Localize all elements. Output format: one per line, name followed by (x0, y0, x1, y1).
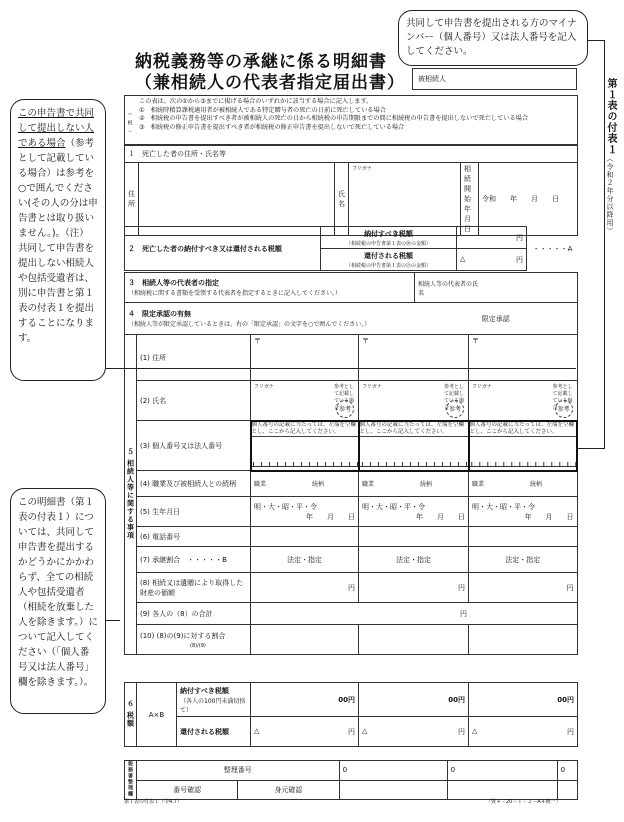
intro-item3: ③ 相続税の修正申告書を提出すべき者が相続税の修正申告書を提出しないで死亡している場合 (139, 123, 405, 131)
ratio-label: (10) (8)の(9)に対する割合 (140, 631, 226, 640)
ref-circle[interactable]: 参考 (446, 400, 464, 418)
row-phone-label: (6) 電話番号 (137, 527, 251, 547)
sec2-refund-sub: （相続税の申告書第１表の㉑の金額） (345, 262, 431, 269)
sec1-date-field[interactable]: 令和 年 月 日 (479, 163, 578, 236)
office-side-label: 税務署整理欄 (127, 761, 133, 797)
sec2-pay-yen: 円 (516, 233, 523, 242)
intro-margin-note: （ 税 ） (126, 110, 133, 135)
heir1-address[interactable] (251, 335, 359, 381)
heir2-refund[interactable] (359, 717, 469, 747)
row-ratio-label (137, 625, 251, 655)
sec6-side (125, 683, 137, 747)
heir1-check[interactable] (339, 780, 447, 800)
heir1-ratio[interactable] (251, 625, 359, 655)
heir3-seq[interactable]: 0 (557, 761, 577, 781)
job-label: 職業 (254, 481, 267, 489)
sec2-pay-sub: （相続税の申告書第１表の⑳の金額） (345, 240, 431, 247)
era-options: 明・大・昭・平・令 (254, 502, 317, 511)
triangle: △ (254, 726, 260, 735)
mynum-ticks (252, 459, 358, 467)
furigana-label: フリガナ (472, 384, 492, 390)
heir3-property[interactable]: 円 (469, 573, 578, 603)
intro-item1: ① 相続時精算課税適用者が被相続人である特定贈与者の死亡の日前に死亡している場合 (139, 106, 386, 114)
section-6 (124, 682, 578, 747)
ymd: 年 月 日 (306, 512, 355, 521)
sections-3-4 (124, 272, 578, 335)
job-label: 職業 (472, 481, 485, 489)
era-options: 明・大・昭・平・令 (362, 502, 425, 511)
ref-small: 参考として記載している場合 (444, 384, 465, 411)
sec6-side-label: ６ 税額 (126, 699, 135, 728)
callout-left-top-underlined: この申告書で共同して提出しない人である場合 (18, 108, 95, 149)
heir3-job[interactable] (469, 471, 578, 497)
side-label (602, 78, 618, 235)
footer-right: （資４－20－１－２－A４統一） (486, 799, 561, 805)
row-job-label: (4) 職業及び被相続人との続柄 (137, 471, 251, 497)
connector-line (588, 40, 604, 41)
heir3-refund[interactable] (469, 717, 578, 747)
sec2-pay-label: 納付すべき税額 (364, 229, 413, 238)
sec1-title: １ 死亡した者の住所・氏名等 (125, 146, 578, 163)
relation-label: 続柄 (530, 481, 543, 489)
heir2-ratio[interactable] (359, 625, 469, 655)
office-seq-label: 整理番号 (137, 761, 340, 781)
yen: 円 (348, 727, 355, 736)
title-line1: 納税義務等の承継に係る明細書 (135, 52, 387, 72)
yen: 円 (458, 727, 465, 736)
title-line2: （兼相続人の代表者指定届出書） (135, 73, 405, 93)
heir3-birth[interactable] (469, 497, 578, 527)
callout-top-right-text: 共同して申告書を提出される方のマイナンバー（個人番号）又は法人番号を記入してください。 (406, 18, 577, 57)
heir1-property[interactable]: 円 (251, 573, 359, 603)
heir2-phone[interactable] (359, 527, 469, 547)
sec2-pay-cell (321, 227, 457, 249)
furigana-label: フリガナ (254, 384, 274, 390)
sec4-sub: （相続人等が限定承認しているときは、右の「限定承認」の文字を○で囲んでください。） (128, 321, 371, 328)
post-mark: 〒 (472, 337, 479, 345)
side-label-sub: （令和２年分以降用） (606, 155, 614, 235)
callout-left-top (10, 99, 106, 381)
ymd: 年 月 日 (416, 512, 465, 521)
heir3-phone[interactable] (469, 527, 578, 547)
sec6-pay-sub: （各人の100円未満切捨て） (180, 697, 246, 714)
heir1-birth[interactable] (251, 497, 359, 527)
furigana-label: フリガナ (362, 384, 382, 390)
sec2-refund-field[interactable] (457, 249, 527, 271)
heir-box[interactable] (412, 68, 577, 90)
heir2-mynumber[interactable] (359, 421, 469, 471)
ref-circle[interactable]: 参考 (336, 400, 354, 418)
sec2-triangle: △ (460, 254, 466, 263)
mynum-note: 個人番号の記載に当たっては、左端を空欄とし、ここから記入してください。 (251, 421, 357, 435)
heir2-address[interactable] (359, 335, 469, 381)
sec4-cell (125, 303, 415, 335)
sec1-date-label: 相続開始年月日 (461, 163, 479, 236)
section-2 (124, 226, 578, 271)
heir3-name[interactable] (469, 381, 578, 421)
heir2-check[interactable] (447, 780, 557, 800)
ref-circle[interactable]: 参考 (555, 400, 573, 418)
heir1-mynumber[interactable] (251, 421, 359, 471)
connector-line (578, 448, 605, 449)
heir1-name[interactable] (251, 381, 359, 421)
row-address-label: (1) 住所 (137, 335, 251, 381)
heir2-pay[interactable]: 00円 (359, 683, 469, 717)
ymd: 年 月 日 (524, 512, 574, 521)
post-mark: 〒 (254, 337, 261, 345)
intro-item2: ② 相続税の申告書を提出すべき者が被相続人の死亡の日から相続税の申告期限までの間に相続税の申告書を提出しないで死亡している場合 (139, 115, 529, 122)
intro-lead: この表は、次の①から③までに掲げる場合のいずれかに該当する場合に記入します。 (139, 98, 373, 105)
heir3-share[interactable]: 法定・指定 (469, 547, 578, 573)
heir3-mynumber[interactable] (469, 421, 578, 471)
heir3-check[interactable] (557, 780, 577, 800)
sec5-side-label: ５ 相続人等に関する事項 (126, 447, 135, 540)
office-id-check: 身元確認 (238, 780, 339, 800)
sec5-side (125, 335, 137, 655)
office-side (125, 761, 137, 800)
ratio-fraction: (8)/(9) (190, 642, 206, 649)
heir3-address[interactable] (469, 335, 578, 381)
callout-top-right (398, 10, 588, 66)
mynum-ticks (470, 459, 577, 467)
sec1-address-field[interactable] (139, 163, 335, 236)
heir3-pay[interactable]: 00円 (469, 683, 578, 717)
mynum-ticks (360, 459, 468, 467)
heir1-seq[interactable]: 0 (339, 761, 447, 781)
mynum-note: 個人番号の記載に当たっては、左端を空欄とし、ここから記入してください。 (360, 422, 468, 437)
triangle: △ (362, 726, 368, 735)
row-mynumber-label: (3) 個人番号又は法人番号 (137, 421, 251, 471)
office-num-check: 番号確認 (137, 780, 238, 800)
heir2-share[interactable]: 法定・指定 (359, 547, 469, 573)
sec6-refund-text: 還付される税額 (180, 727, 229, 736)
ref-small: 参考として記載している場合 (552, 384, 573, 411)
sec3-sub: （相続税に関する書類を受領する代表者を指定するときに記入してください。） (128, 290, 342, 297)
sec1-name-field[interactable] (349, 163, 461, 236)
callout-left-bottom-text: この明細書（第１表の付表１）については、共同して申告書を提出するかどうかにかかわらず、全ての相続人や包括受遺者（相続を放棄した人を除きます。）について記入してください（「個人番号又は法人番号」欄を除きます。）。 (18, 497, 98, 688)
heir2-seq[interactable]: 0 (447, 761, 557, 781)
heir1-share[interactable]: 法定・指定 (251, 547, 359, 573)
row-name-label: (2) 氏名 (137, 381, 251, 421)
row-property-label: (8) 相続又は遺贈により取得した財産の価額 (137, 573, 251, 603)
sec6-axb: A×B (137, 683, 177, 747)
sec2-pay-field[interactable] (457, 227, 527, 249)
section-5 (124, 334, 578, 655)
total-yen: 円 (460, 609, 467, 618)
row-birth-label: (5) 生年月日 (137, 497, 251, 527)
heir1-pay[interactable]: 00円 (251, 683, 359, 717)
relation-label: 続柄 (312, 481, 325, 489)
row-total-label: (9) 各人の（8）の合計 (137, 603, 251, 625)
sec2-refund-yen: 円 (516, 255, 523, 264)
sec3-rep-label: 相続人等の代表者の氏名 (418, 280, 479, 297)
sec3-rep-field[interactable] (415, 273, 578, 303)
form-title (135, 52, 405, 94)
office-use (124, 760, 578, 800)
sec6-pay-cell (177, 683, 251, 717)
heir2-birth[interactable] (359, 497, 469, 527)
sec3-title: ３ 相続人等の代表者の指定 (128, 279, 219, 287)
sec6-pay-label: 納付すべき税額 (180, 686, 229, 695)
sec2-refund-label: 還付される税額 (364, 251, 413, 260)
heir3-ratio[interactable] (469, 625, 578, 655)
heir-label: 被相続人 (418, 75, 446, 83)
connector-line (106, 620, 120, 621)
sec1-furigana: フリガナ (352, 166, 372, 172)
heir1-job[interactable] (251, 471, 359, 497)
sec4-title: ４ 限定承認の有無 (128, 310, 191, 318)
sec6-refund-label (177, 717, 251, 747)
job-label: 職業 (362, 481, 375, 489)
ref-small: 参考として記載している場合 (334, 384, 355, 411)
sec3-cell (125, 273, 415, 303)
callout-left-top-text: （参考として記載している場合）は参考を○で囲んでください(その人の分は申告書とは取り扱いません。)。（注）共同して申告書を提出しない相続人や包括受遺者は、別に申告書と第１表の付表１を提出することになります。 (18, 138, 98, 344)
triangle: △ (472, 726, 478, 735)
intro (124, 95, 578, 145)
row-share-label: (7) 承継割合 ・・・・・B (137, 547, 251, 573)
footer-left: 第１表の付表１（令4.7） (124, 799, 182, 805)
sections-1-4 (124, 145, 578, 236)
heir2-job[interactable] (359, 471, 469, 497)
heir1-phone[interactable] (251, 527, 359, 547)
sec2-title: ２ 死亡した者の納付すべき又は還付される税額 (125, 227, 321, 271)
total-field[interactable] (251, 603, 578, 625)
sec1-address-label: 住所 (125, 163, 139, 236)
sec2-refund-cell (321, 249, 457, 271)
relation-label: 続柄 (420, 481, 433, 489)
sec1-name-label: 氏名 (335, 163, 349, 236)
side-label-main: 第１表の付表１ (605, 78, 616, 155)
callout-left-bottom (10, 488, 106, 714)
yen: 円 (567, 727, 574, 736)
heir2-property[interactable]: 円 (359, 573, 469, 603)
post-mark: 〒 (362, 337, 369, 345)
heir1-refund[interactable] (251, 717, 359, 747)
sec4-limited-approval[interactable]: 限定承認 (415, 303, 578, 335)
heir2-name[interactable] (359, 381, 469, 421)
mynum-note: 個人番号の記載に当たっては、左端を空欄とし、ここから記入してください。 (469, 421, 575, 435)
sec2-a-mark: ・・・・・A (527, 227, 579, 271)
era-options: 明・大・昭・平・令 (472, 502, 535, 511)
